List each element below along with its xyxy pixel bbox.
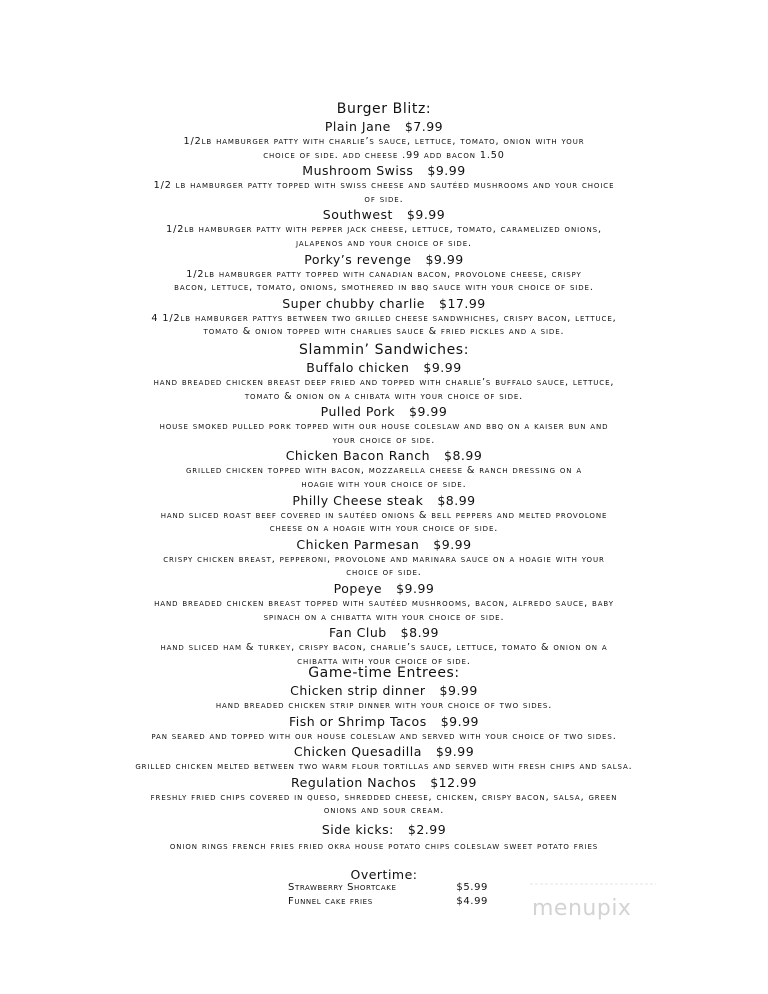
item-desc: 1/2lb hamburger patty topped with canadian bacon, provolone cheese, crispy: [186, 268, 582, 280]
item-desc: hand breaded chicken breast deep fried and topped with charlie’s buffalo sauce, lettuce,: [153, 377, 615, 388]
item-desc: 4 1/2lb hamburger pattys between two grilled cheese sandwhiches, crispy bacon, lettuce,: [151, 312, 617, 324]
item-name: Plain Jane: [324, 119, 391, 134]
item-desc: your choice of side.: [332, 434, 436, 446]
menu-item: [0, 624, 768, 641]
item-price: $9.99: [409, 404, 448, 420]
item-price: $8.99: [437, 492, 476, 508]
item-desc: crispy chicken breast, pepperoni, provolone and marinara sauce on a hoagie with your: [163, 553, 605, 565]
item-desc: 1/2 lb hamburger patty topped with swiss cheese and sautéed mushrooms and your choice: [153, 180, 615, 192]
item-name: Chicken Quesadilla: [293, 744, 422, 760]
item-name: Fan Club: [329, 625, 387, 641]
section-title: Overtime:: [350, 867, 418, 882]
item-name: Popeye: [333, 580, 383, 596]
item-price: $4.99: [456, 896, 488, 907]
item-desc: hand sliced roast beef covered in sautéed onions & bell peppers and melted provolone: [160, 509, 608, 521]
item-desc: hand breaded chicken strip dinner with your choice of two sides.: [215, 700, 553, 711]
item-name: Pulled Pork: [320, 404, 396, 420]
section-title: Slammin’ Sandwiches:: [298, 342, 470, 358]
item-name: Regulation Nachos: [291, 774, 417, 790]
menu-item: [0, 492, 768, 509]
item-price: $12.99: [430, 774, 477, 790]
item-price: $9.99: [427, 163, 466, 179]
item-desc: chibatta with your choice of side.: [297, 655, 471, 667]
item-price: $8.99: [400, 625, 439, 641]
item-desc: pan seared and topped with our house coleslaw and served with your choice of two sides.: [151, 730, 617, 742]
item-price: $9.99: [440, 713, 480, 729]
item-desc: cheese on a hoagie with your choice of side.: [269, 523, 499, 535]
item-name: Strawberry Shortcake: [288, 882, 397, 893]
item-price: $9.99: [406, 207, 446, 223]
item-desc: tomato & onion on a chibata with your choice of side.: [244, 390, 524, 402]
item-desc: house smoked pulled pork topped with our house coleslaw and bbq on a kaiser bun and: [159, 421, 609, 433]
menu-item: [0, 295, 768, 312]
item-name: Philly Cheese steak: [292, 492, 424, 508]
menu-item: [0, 774, 768, 791]
item-name: Funnel cake fries: [288, 896, 373, 907]
menu-item: [0, 743, 768, 760]
menu-item: [0, 536, 768, 553]
item-desc: choice of side. add cheese .99 add bacon 1.50: [263, 149, 505, 161]
item-desc: 1/2lb hamburger patty with pepper jack cheese, lettuce, tomato, caramelized onions,: [166, 224, 602, 236]
item-desc: freshly fried chips covered in queso, shredded cheese, chicken, crispy bacon, salsa, green: [150, 791, 618, 803]
section-sandwiches: [0, 341, 768, 668]
menu-item: [0, 682, 768, 699]
item-price: $8.99: [444, 448, 483, 464]
item-desc: grilled chicken topped with bacon, mozzarella cheese & ranch dressing on a: [185, 465, 583, 477]
item-price: $5.99: [456, 882, 488, 893]
menu-item: [0, 403, 768, 420]
item-desc: 1/2lb hamburger patty with charlie’s sauce, lettuce, tomato, onion with your: [183, 136, 585, 147]
menu-item: [0, 162, 768, 179]
item-desc: of side.: [364, 193, 404, 205]
item-name: Fish or Shrimp Tacos: [288, 713, 427, 729]
item-desc: hoagie with your choice of side.: [301, 478, 467, 490]
menu-item: [0, 447, 768, 464]
item-desc: onions and sour cream.: [323, 805, 445, 817]
item-name: Mushroom Swiss: [302, 163, 414, 179]
item-desc: tomato & onion topped with charlies sauce & fried pickles and a side.: [203, 326, 565, 338]
item-name: Buffalo chicken: [306, 360, 410, 375]
item-price: $9.99: [435, 744, 475, 760]
item-price: $9.99: [425, 251, 464, 267]
section-title: Game-time Entrees:: [308, 665, 460, 681]
section-burgers: [0, 100, 768, 339]
item-desc: hand sliced ham & turkey, crispy bacon, charlie’s sauce, lettuce, tomato & onion on a: [160, 642, 608, 654]
item-desc: choice of side.: [346, 567, 422, 579]
item-desc: spinach on a chibatta with your choice of side.: [263, 611, 505, 623]
section-entrees: [0, 664, 768, 818]
item-name: Chicken strip dinner: [290, 683, 426, 698]
menu-item: [0, 359, 768, 376]
menu-item: [0, 580, 768, 597]
item-name: Chicken Parmesan: [296, 536, 420, 552]
item-desc: jalapenos and your choice of side.: [295, 237, 472, 249]
item-price: $9.99: [396, 580, 435, 596]
item-name: Porky’s revenge: [304, 251, 412, 267]
menu-item: [0, 821, 768, 838]
section-sides: [0, 821, 768, 854]
list-item: [288, 881, 488, 895]
overtime-list: [288, 881, 488, 909]
section-title: Side kicks:: [321, 822, 394, 837]
section-title: Burger Blitz:: [336, 101, 432, 117]
menu-item: [0, 206, 768, 223]
item-name: Super chubby charlie: [282, 295, 426, 311]
item-price: $17.99: [439, 295, 486, 311]
menu-item: [0, 251, 768, 268]
item-name: Chicken Bacon Ranch: [285, 448, 431, 464]
menu-item: [0, 118, 768, 135]
sides-list: onion rings french fries fried okra house potato chips coleslaw sweet potato fries: [169, 841, 599, 852]
item-price: $9.99: [433, 536, 472, 552]
item-price: $9.99: [439, 683, 478, 698]
watermark-logo: menupix: [532, 896, 632, 921]
item-name: Southwest: [322, 207, 393, 223]
item-desc: bacon, lettuce, tomato, onions, smothered in bbq sauce with your choice of side.: [174, 282, 594, 294]
watermark-lines: [528, 880, 658, 890]
list-item: [288, 895, 488, 909]
menu-item: [0, 713, 768, 730]
item-price: $9.99: [423, 360, 462, 375]
item-price: $2.99: [407, 822, 447, 837]
item-desc: hand breaded chicken breast topped with sautéed mushrooms, bacon, alfredo sauce, baby: [154, 597, 614, 609]
item-price: $7.99: [404, 119, 444, 134]
item-desc: grilled chicken melted between two warm flour tortillas and served with fresh chips and salsa.: [135, 761, 633, 773]
